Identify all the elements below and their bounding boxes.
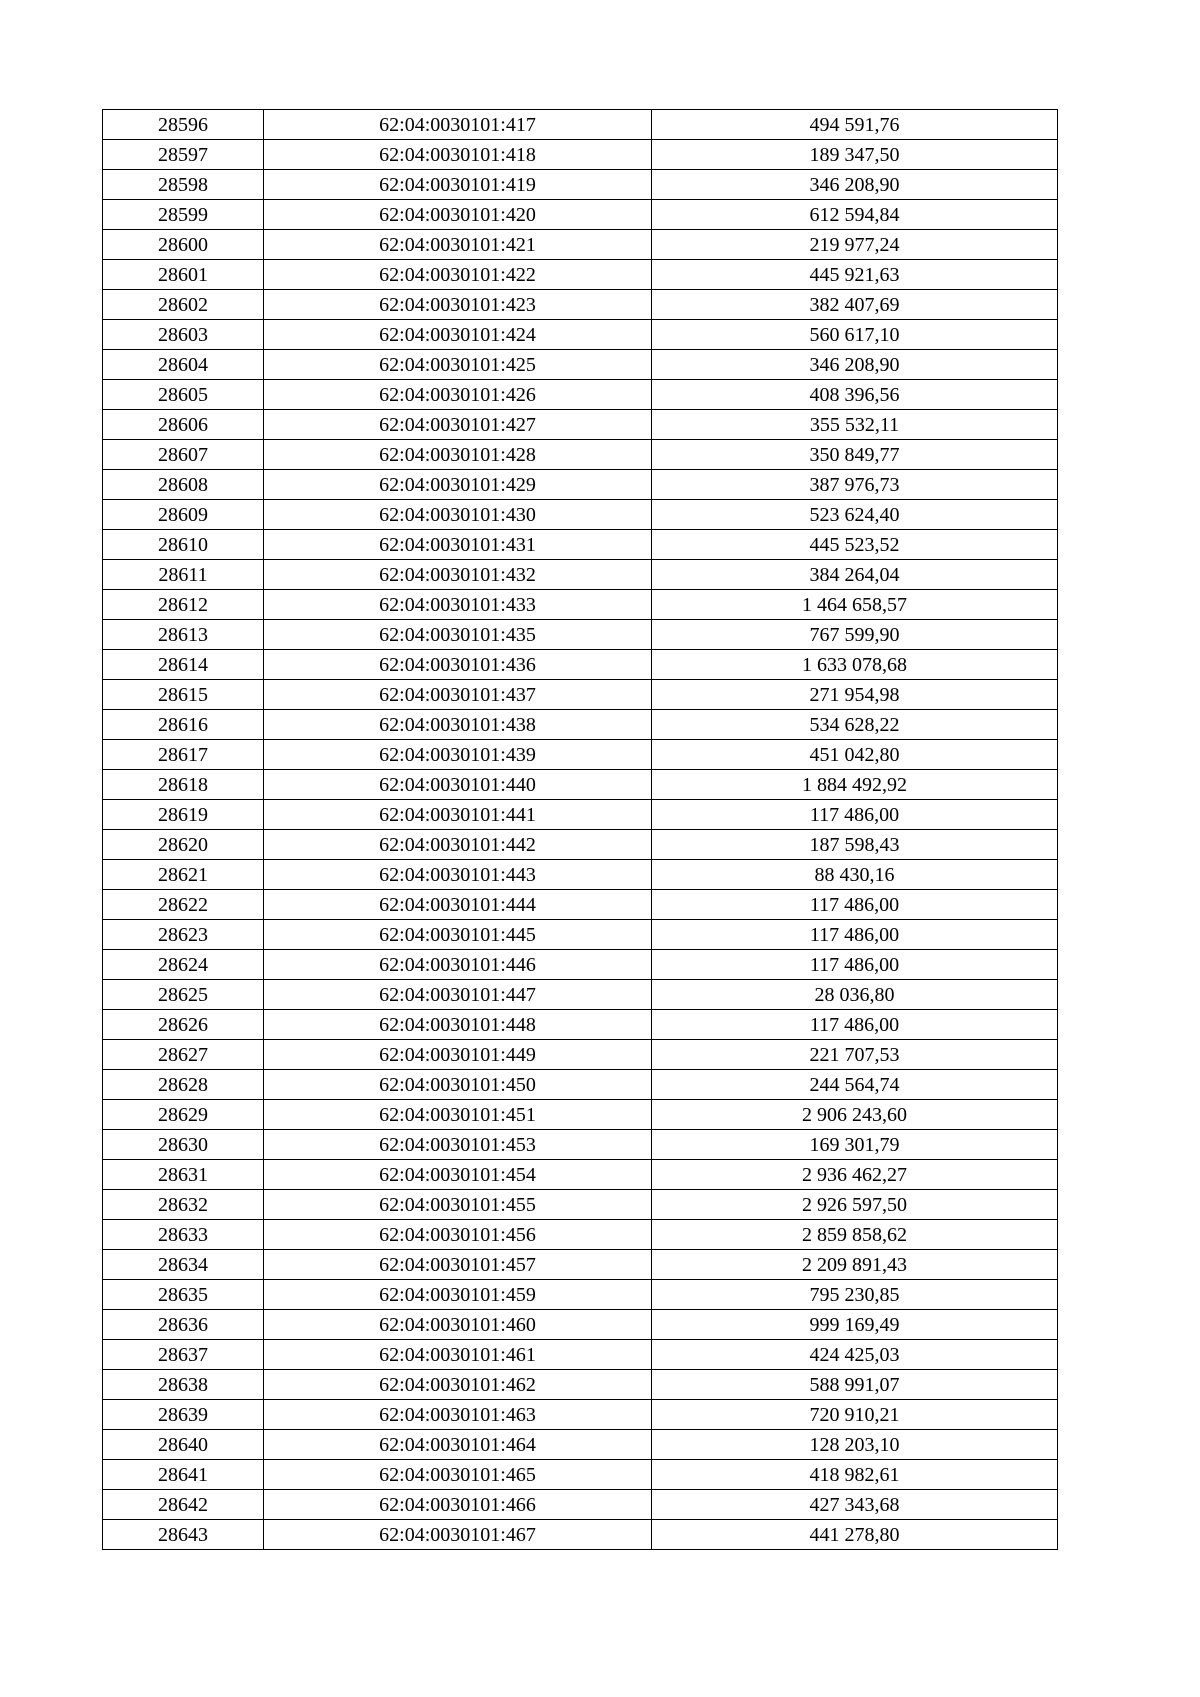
cadastral-number-cell: 62:04:0030101:418 — [264, 140, 652, 170]
table-row — [103, 890, 1058, 920]
row-number-cell: 28626 — [103, 1010, 264, 1040]
value-cell: 408 396,56 — [652, 380, 1058, 410]
row-number-cell: 28611 — [103, 560, 264, 590]
table-body — [103, 110, 1058, 1550]
cadastral-number-cell: 62:04:0030101:463 — [264, 1400, 652, 1430]
table-row — [103, 1280, 1058, 1310]
row-number-cell: 28624 — [103, 950, 264, 980]
value-cell: 494 591,76 — [652, 110, 1058, 140]
row-number-cell: 28607 — [103, 440, 264, 470]
row-number-cell: 28637 — [103, 1340, 264, 1370]
row-number-cell: 28627 — [103, 1040, 264, 1070]
row-number-cell: 28623 — [103, 920, 264, 950]
cadastral-number-cell: 62:04:0030101:446 — [264, 950, 652, 980]
cadastral-number-cell: 62:04:0030101:467 — [264, 1520, 652, 1550]
row-number-cell: 28597 — [103, 140, 264, 170]
value-cell: 346 208,90 — [652, 170, 1058, 200]
value-cell: 523 624,40 — [652, 500, 1058, 530]
row-number-cell: 28625 — [103, 980, 264, 1010]
cadastral-number-cell: 62:04:0030101:457 — [264, 1250, 652, 1280]
data-table — [102, 109, 1058, 1550]
table-row — [103, 620, 1058, 650]
value-cell: 117 486,00 — [652, 1010, 1058, 1040]
cadastral-number-cell: 62:04:0030101:459 — [264, 1280, 652, 1310]
table-row — [103, 590, 1058, 620]
cadastral-number-cell: 62:04:0030101:438 — [264, 710, 652, 740]
table-row — [103, 200, 1058, 230]
row-number-cell: 28635 — [103, 1280, 264, 1310]
cadastral-number-cell: 62:04:0030101:420 — [264, 200, 652, 230]
cadastral-number-cell: 62:04:0030101:433 — [264, 590, 652, 620]
row-number-cell: 28631 — [103, 1160, 264, 1190]
value-cell: 350 849,77 — [652, 440, 1058, 470]
table-row — [103, 410, 1058, 440]
cadastral-number-cell: 62:04:0030101:448 — [264, 1010, 652, 1040]
value-cell: 1 884 492,92 — [652, 770, 1058, 800]
value-cell: 271 954,98 — [652, 680, 1058, 710]
cadastral-number-cell: 62:04:0030101:453 — [264, 1130, 652, 1160]
cadastral-number-cell: 62:04:0030101:461 — [264, 1340, 652, 1370]
table-row — [103, 1130, 1058, 1160]
row-number-cell: 28599 — [103, 200, 264, 230]
row-number-cell: 28617 — [103, 740, 264, 770]
table-row — [103, 800, 1058, 830]
value-cell: 445 523,52 — [652, 530, 1058, 560]
value-cell: 1 633 078,68 — [652, 650, 1058, 680]
table-row — [103, 920, 1058, 950]
cadastral-number-cell: 62:04:0030101:456 — [264, 1220, 652, 1250]
value-cell: 534 628,22 — [652, 710, 1058, 740]
table-row — [103, 1160, 1058, 1190]
row-number-cell: 28598 — [103, 170, 264, 200]
cadastral-number-cell: 62:04:0030101:437 — [264, 680, 652, 710]
value-cell: 2 859 858,62 — [652, 1220, 1058, 1250]
value-cell: 382 407,69 — [652, 290, 1058, 320]
table-row — [103, 470, 1058, 500]
value-cell: 384 264,04 — [652, 560, 1058, 590]
value-cell: 355 532,11 — [652, 410, 1058, 440]
table-row — [103, 650, 1058, 680]
cadastral-number-cell: 62:04:0030101:426 — [264, 380, 652, 410]
row-number-cell: 28614 — [103, 650, 264, 680]
row-number-cell: 28628 — [103, 1070, 264, 1100]
row-number-cell: 28606 — [103, 410, 264, 440]
table-row — [103, 1250, 1058, 1280]
value-cell: 117 486,00 — [652, 920, 1058, 950]
cadastral-number-cell: 62:04:0030101:444 — [264, 890, 652, 920]
value-cell: 2 936 462,27 — [652, 1160, 1058, 1190]
table-row — [103, 1100, 1058, 1130]
cadastral-number-cell: 62:04:0030101:429 — [264, 470, 652, 500]
row-number-cell: 28633 — [103, 1220, 264, 1250]
row-number-cell: 28632 — [103, 1190, 264, 1220]
cadastral-number-cell: 62:04:0030101:443 — [264, 860, 652, 890]
row-number-cell: 28636 — [103, 1310, 264, 1340]
table-row — [103, 230, 1058, 260]
row-number-cell: 28622 — [103, 890, 264, 920]
row-number-cell: 28613 — [103, 620, 264, 650]
table-row — [103, 1400, 1058, 1430]
value-cell: 795 230,85 — [652, 1280, 1058, 1310]
table-row — [103, 1460, 1058, 1490]
row-number-cell: 28638 — [103, 1370, 264, 1400]
row-number-cell: 28604 — [103, 350, 264, 380]
cadastral-number-cell: 62:04:0030101:455 — [264, 1190, 652, 1220]
cadastral-number-cell: 62:04:0030101:464 — [264, 1430, 652, 1460]
cadastral-number-cell: 62:04:0030101:436 — [264, 650, 652, 680]
table-row — [103, 440, 1058, 470]
row-number-cell: 28619 — [103, 800, 264, 830]
value-cell: 117 486,00 — [652, 890, 1058, 920]
table-row — [103, 1520, 1058, 1550]
row-number-cell: 28600 — [103, 230, 264, 260]
cadastral-number-cell: 62:04:0030101:454 — [264, 1160, 652, 1190]
table-row — [103, 1070, 1058, 1100]
row-number-cell: 28601 — [103, 260, 264, 290]
value-cell: 244 564,74 — [652, 1070, 1058, 1100]
value-cell: 117 486,00 — [652, 950, 1058, 980]
value-cell: 424 425,03 — [652, 1340, 1058, 1370]
value-cell: 720 910,21 — [652, 1400, 1058, 1430]
table-row — [103, 680, 1058, 710]
value-cell: 445 921,63 — [652, 260, 1058, 290]
cadastral-number-cell: 62:04:0030101:447 — [264, 980, 652, 1010]
row-number-cell: 28639 — [103, 1400, 264, 1430]
table-row — [103, 1370, 1058, 1400]
row-number-cell: 28603 — [103, 320, 264, 350]
table-row — [103, 740, 1058, 770]
table-row — [103, 500, 1058, 530]
row-number-cell: 28621 — [103, 860, 264, 890]
row-number-cell: 28610 — [103, 530, 264, 560]
table-row — [103, 530, 1058, 560]
table-row — [103, 1190, 1058, 1220]
row-number-cell: 28605 — [103, 380, 264, 410]
value-cell: 387 976,73 — [652, 470, 1058, 500]
value-cell: 28 036,80 — [652, 980, 1058, 1010]
table-row — [103, 290, 1058, 320]
row-number-cell: 28640 — [103, 1430, 264, 1460]
cadastral-number-cell: 62:04:0030101:435 — [264, 620, 652, 650]
table-row — [103, 980, 1058, 1010]
cadastral-number-cell: 62:04:0030101:462 — [264, 1370, 652, 1400]
cadastral-number-cell: 62:04:0030101:428 — [264, 440, 652, 470]
cadastral-number-cell: 62:04:0030101:432 — [264, 560, 652, 590]
value-cell: 169 301,79 — [652, 1130, 1058, 1160]
value-cell: 612 594,84 — [652, 200, 1058, 230]
table-row — [103, 1310, 1058, 1340]
cadastral-number-cell: 62:04:0030101:419 — [264, 170, 652, 200]
cadastral-number-cell: 62:04:0030101:465 — [264, 1460, 652, 1490]
table-row — [103, 170, 1058, 200]
row-number-cell: 28643 — [103, 1520, 264, 1550]
row-number-cell: 28608 — [103, 470, 264, 500]
cadastral-number-cell: 62:04:0030101:460 — [264, 1310, 652, 1340]
row-number-cell: 28630 — [103, 1130, 264, 1160]
table-row — [103, 1220, 1058, 1250]
row-number-cell: 28616 — [103, 710, 264, 740]
table-row — [103, 860, 1058, 890]
row-number-cell: 28620 — [103, 830, 264, 860]
row-number-cell: 28615 — [103, 680, 264, 710]
table-row — [103, 380, 1058, 410]
cadastral-number-cell: 62:04:0030101:449 — [264, 1040, 652, 1070]
table-row — [103, 770, 1058, 800]
cadastral-number-cell: 62:04:0030101:417 — [264, 110, 652, 140]
value-cell: 418 982,61 — [652, 1460, 1058, 1490]
table-row — [103, 1490, 1058, 1520]
value-cell: 189 347,50 — [652, 140, 1058, 170]
cadastral-number-cell: 62:04:0030101:466 — [264, 1490, 652, 1520]
row-number-cell: 28612 — [103, 590, 264, 620]
cadastral-number-cell: 62:04:0030101:431 — [264, 530, 652, 560]
value-cell: 219 977,24 — [652, 230, 1058, 260]
table-row — [103, 110, 1058, 140]
table-row — [103, 1040, 1058, 1070]
value-cell: 221 707,53 — [652, 1040, 1058, 1070]
row-number-cell: 28602 — [103, 290, 264, 320]
table-row — [103, 830, 1058, 860]
row-number-cell: 28642 — [103, 1490, 264, 1520]
cadastral-number-cell: 62:04:0030101:422 — [264, 260, 652, 290]
value-cell: 999 169,49 — [652, 1310, 1058, 1340]
value-cell: 427 343,68 — [652, 1490, 1058, 1520]
cadastral-number-cell: 62:04:0030101:427 — [264, 410, 652, 440]
cadastral-number-cell: 62:04:0030101:424 — [264, 320, 652, 350]
value-cell: 187 598,43 — [652, 830, 1058, 860]
value-cell: 1 464 658,57 — [652, 590, 1058, 620]
table-row — [103, 350, 1058, 380]
table-row — [103, 1010, 1058, 1040]
cadastral-number-cell: 62:04:0030101:430 — [264, 500, 652, 530]
value-cell: 346 208,90 — [652, 350, 1058, 380]
table-row — [103, 560, 1058, 590]
table-row — [103, 260, 1058, 290]
cadastral-number-cell: 62:04:0030101:439 — [264, 740, 652, 770]
cadastral-number-cell: 62:04:0030101:421 — [264, 230, 652, 260]
table-row — [103, 1430, 1058, 1460]
cadastral-number-cell: 62:04:0030101:441 — [264, 800, 652, 830]
row-number-cell: 28609 — [103, 500, 264, 530]
cadastral-number-cell: 62:04:0030101:450 — [264, 1070, 652, 1100]
cadastral-number-cell: 62:04:0030101:451 — [264, 1100, 652, 1130]
table-row — [103, 710, 1058, 740]
value-cell: 441 278,80 — [652, 1520, 1058, 1550]
table-row — [103, 950, 1058, 980]
value-cell: 117 486,00 — [652, 800, 1058, 830]
cadastral-number-cell: 62:04:0030101:442 — [264, 830, 652, 860]
value-cell: 2 926 597,50 — [652, 1190, 1058, 1220]
value-cell: 2 209 891,43 — [652, 1250, 1058, 1280]
cadastral-number-cell: 62:04:0030101:445 — [264, 920, 652, 950]
row-number-cell: 28629 — [103, 1100, 264, 1130]
value-cell: 451 042,80 — [652, 740, 1058, 770]
row-number-cell: 28641 — [103, 1460, 264, 1490]
cadastral-number-cell: 62:04:0030101:440 — [264, 770, 652, 800]
table-row — [103, 1340, 1058, 1370]
row-number-cell: 28596 — [103, 110, 264, 140]
value-cell: 2 906 243,60 — [652, 1100, 1058, 1130]
value-cell: 560 617,10 — [652, 320, 1058, 350]
value-cell: 128 203,10 — [652, 1430, 1058, 1460]
row-number-cell: 28634 — [103, 1250, 264, 1280]
value-cell: 588 991,07 — [652, 1370, 1058, 1400]
cadastral-number-cell: 62:04:0030101:423 — [264, 290, 652, 320]
value-cell: 767 599,90 — [652, 620, 1058, 650]
value-cell: 88 430,16 — [652, 860, 1058, 890]
table-row — [103, 320, 1058, 350]
row-number-cell: 28618 — [103, 770, 264, 800]
table-row — [103, 140, 1058, 170]
cadastral-number-cell: 62:04:0030101:425 — [264, 350, 652, 380]
